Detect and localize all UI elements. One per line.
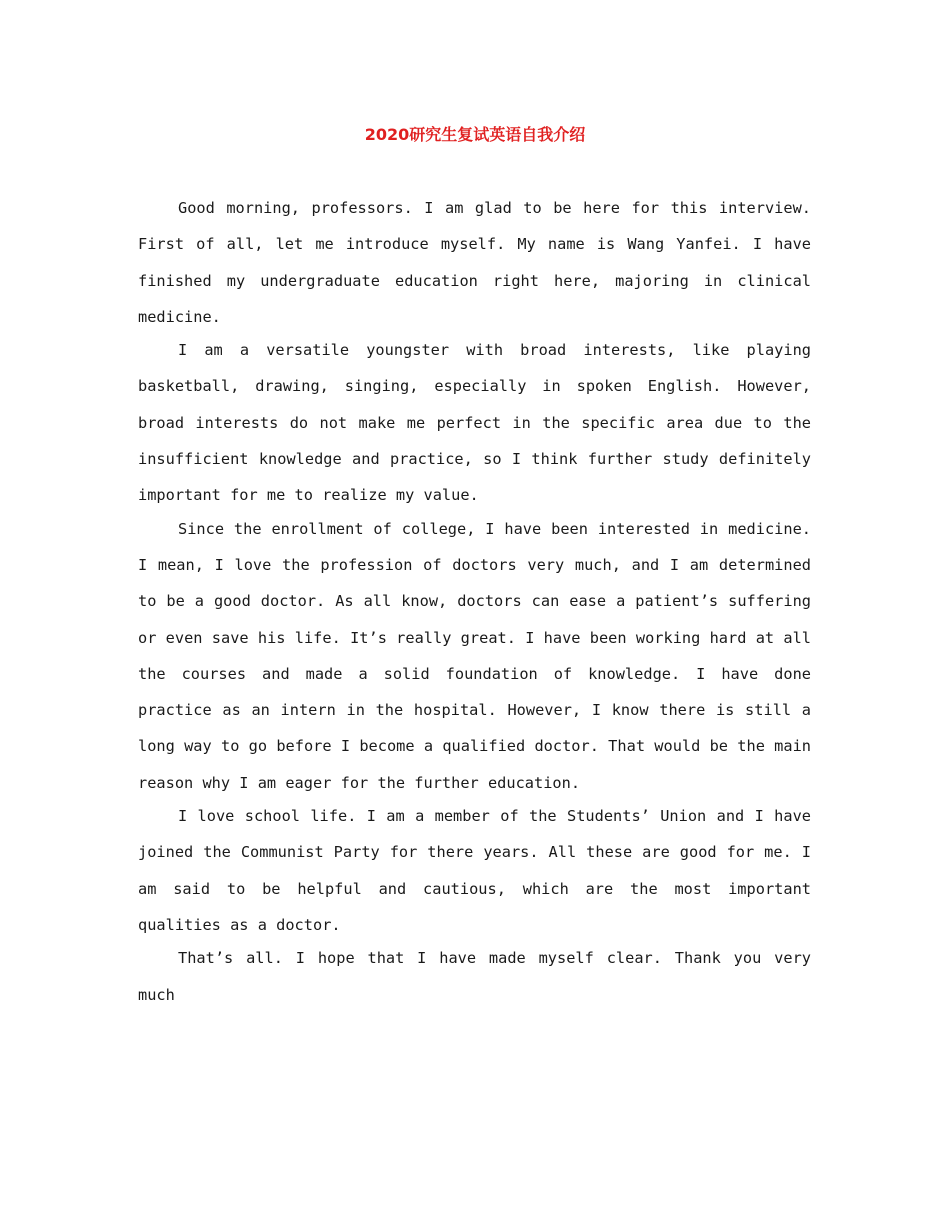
paragraph-closing: That’s all. I hope that I have made myself clear. Thank you very much bbox=[138, 949, 811, 1004]
paragraph-school-life: I love school life. I am a member of the Students’ Union and I have joined the Communist Party for there years. All these are good for me. I am said to be helpful and cautious, which are the most important qualities as a doctor. bbox=[138, 807, 811, 934]
paragraph-medicine: Since the enrollment of college, I have been interested in medicine. I mean, I love the profession of doctors very much, and I am determined to be a good doctor. As all know, doctors can ease a patient’s suffering or even save his life. It’s really great. I have been working hard at all the courses and made a solid foundation of knowledge. I have done practice as an intern in the hospital. However, I know there is still a long way to go before I become a qualified doctor. That would be the main reason why I am eager for the further education. bbox=[138, 519, 811, 792]
paragraph-greeting: Good morning, professors. I am glad to be here for this interview. First of all, let me introduce myself. My name is Wang Yanfei. I have finished my undergraduate education right here, majoring in clinical medicine. bbox=[138, 199, 811, 326]
document-body bbox=[138, 190, 811, 1013]
paragraph-interests: I am a versatile youngster with broad interests, like playing basketball, drawing, singing, especially in spoken English. However, broad interests do not make me perfect in the specific area due to the insufficient knowledge and practice, so I think further study definitely important for me to realize my value. bbox=[138, 341, 811, 505]
document-title: 2020研究生复试英语自我介绍 bbox=[364, 125, 586, 144]
